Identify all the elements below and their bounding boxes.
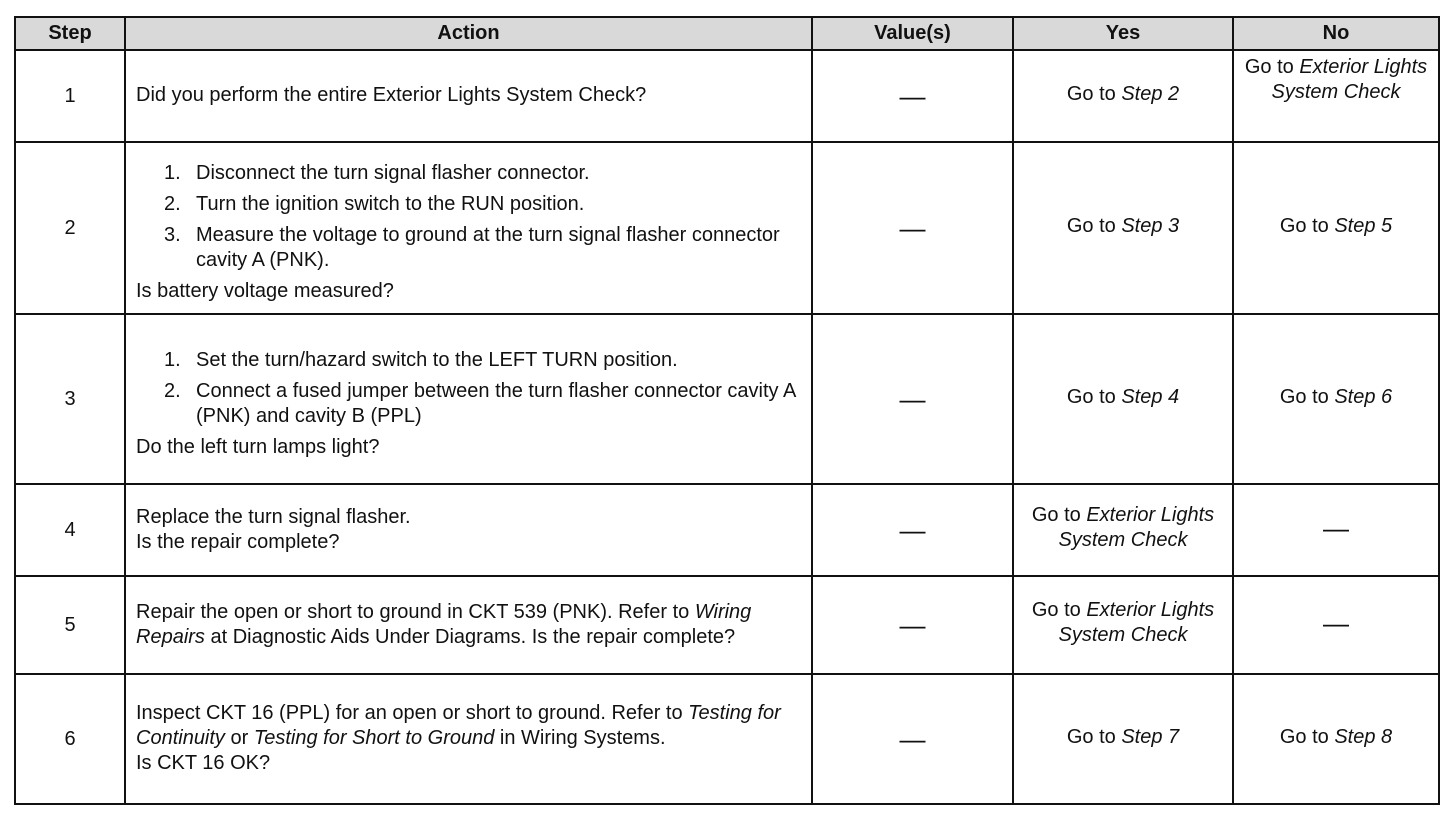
substep-item: [136, 161, 803, 186]
no-prefix: Go to: [1244, 56, 1300, 78]
wiring-repairs-link[interactable]: Wiring Repairs: [136, 600, 752, 648]
diagnostic-table: [14, 16, 1440, 805]
step-number: 6: [15, 674, 125, 804]
substep-number: 3.: [164, 224, 181, 246]
no-prefix: Go to: [1279, 214, 1335, 237]
no-prefix: Go to: [1279, 385, 1335, 408]
substep-item: [136, 223, 803, 273]
header-yes: Yes: [1013, 17, 1233, 50]
action-text: Did you perform the entire Exterior Lights System Check?: [136, 84, 647, 106]
yes-target-link[interactable]: Step 4: [1121, 385, 1180, 408]
no-target-link[interactable]: Step 8: [1334, 725, 1393, 748]
yes-target-link[interactable]: Exterior Lights System Check: [1058, 504, 1215, 551]
substep-number: 1.: [164, 162, 181, 184]
action-cell: [125, 142, 812, 314]
substep-item: [136, 379, 803, 429]
header-row: [15, 17, 1439, 50]
action-text: Repair the open or short to ground in CKT 539 (PNK). Refer to: [136, 600, 695, 623]
value-cell: —: [812, 314, 1013, 484]
no-cell: —: [1233, 484, 1439, 576]
yes-cell[interactable]: [1013, 142, 1233, 314]
no-prefix: Go to: [1279, 725, 1335, 748]
action-question: Is the repair complete?: [136, 530, 340, 553]
yes-cell[interactable]: [1013, 484, 1233, 576]
yes-cell[interactable]: [1013, 50, 1233, 142]
yes-cell[interactable]: [1013, 576, 1233, 674]
substep-text: Turn the ignition switch to the RUN position.: [196, 193, 585, 215]
action-cell: [125, 576, 812, 674]
substep-text: Measure the voltage to ground at the turn signal flasher connector cavity A (PNK).: [196, 224, 780, 271]
value-cell: —: [812, 576, 1013, 674]
yes-prefix: Go to: [1066, 385, 1122, 408]
value-cell: —: [812, 484, 1013, 576]
action-text: Replace the turn signal flasher.: [136, 505, 411, 528]
substep-text: Connect a fused jumper between the turn flasher connector cavity A (PNK) and cavity B (PPL): [196, 379, 796, 427]
yes-prefix: Go to: [1031, 504, 1087, 526]
value-cell: —: [812, 674, 1013, 804]
no-cell: —: [1233, 576, 1439, 674]
value-cell: —: [812, 142, 1013, 314]
no-target-link[interactable]: Step 5: [1334, 214, 1393, 237]
action-question: Do the left turn lamps light?: [136, 435, 380, 458]
yes-prefix: Go to: [1066, 82, 1122, 105]
yes-prefix: Go to: [1066, 214, 1122, 237]
diagnostic-table-container: [14, 16, 1438, 805]
yes-target-link[interactable]: Step 7: [1121, 725, 1180, 748]
step-number: 3: [15, 314, 125, 484]
action-cell: [125, 314, 812, 484]
table-row-step-1: [15, 50, 1439, 142]
no-cell[interactable]: [1233, 50, 1439, 142]
no-cell[interactable]: [1233, 142, 1439, 314]
table-row-step-4: [15, 484, 1439, 576]
table-row-step-5: [15, 576, 1439, 674]
table-row-step-3: [15, 314, 1439, 484]
no-cell[interactable]: [1233, 674, 1439, 804]
action-text-cont: at Diagnostic Aids Under Diagrams. Is the repair complete?: [204, 625, 736, 648]
substep-list: [136, 348, 803, 429]
substep-list: [136, 161, 803, 273]
no-cell[interactable]: [1233, 314, 1439, 484]
value-cell: —: [812, 50, 1013, 142]
yes-cell[interactable]: [1013, 674, 1233, 804]
step-number: 1: [15, 50, 125, 142]
yes-prefix: Go to: [1066, 725, 1122, 748]
action-or: or: [224, 727, 254, 749]
yes-target-link[interactable]: Step 3: [1121, 214, 1180, 237]
header-values: Value(s): [812, 17, 1013, 50]
action-cell: [125, 484, 812, 576]
yes-target-link[interactable]: Exterior Lights System Check: [1058, 599, 1215, 646]
substep-item: [136, 348, 803, 373]
substep-text: Disconnect the turn signal flasher connector.: [196, 162, 590, 184]
action-text-cont: in Wiring Systems.: [494, 727, 666, 749]
yes-target-link[interactable]: Step 2: [1121, 82, 1180, 105]
no-target-link[interactable]: Exterior Lights System Check: [1271, 56, 1428, 103]
substep-number: 2.: [164, 379, 181, 402]
yes-prefix: Go to: [1031, 599, 1087, 621]
step-number: 2: [15, 142, 125, 314]
testing-short-link[interactable]: Testing for Short to Ground: [253, 727, 495, 749]
step-number: 5: [15, 576, 125, 674]
action-cell: [125, 674, 812, 804]
yes-cell[interactable]: [1013, 314, 1233, 484]
testing-continuity-link[interactable]: Testing for Continuity: [136, 702, 781, 749]
substep-item: [136, 192, 803, 217]
table-row-step-6: [15, 674, 1439, 804]
table-row-step-2: [15, 142, 1439, 314]
no-target-link[interactable]: Step 6: [1334, 385, 1393, 408]
step-number: 4: [15, 484, 125, 576]
action-question: Is CKT 16 OK?: [136, 752, 271, 774]
action-question: Is battery voltage measured?: [136, 280, 394, 302]
action-text: Inspect CKT 16 (PPL) for an open or short to ground. Refer to: [136, 702, 689, 724]
header-step: Step: [15, 17, 125, 50]
action-cell: [125, 50, 812, 142]
header-action: Action: [125, 17, 812, 50]
substep-text: Set the turn/hazard switch to the LEFT TURN position.: [196, 348, 678, 371]
header-no: No: [1233, 17, 1439, 50]
substep-number: 2.: [164, 193, 181, 215]
substep-number: 1.: [164, 348, 181, 371]
